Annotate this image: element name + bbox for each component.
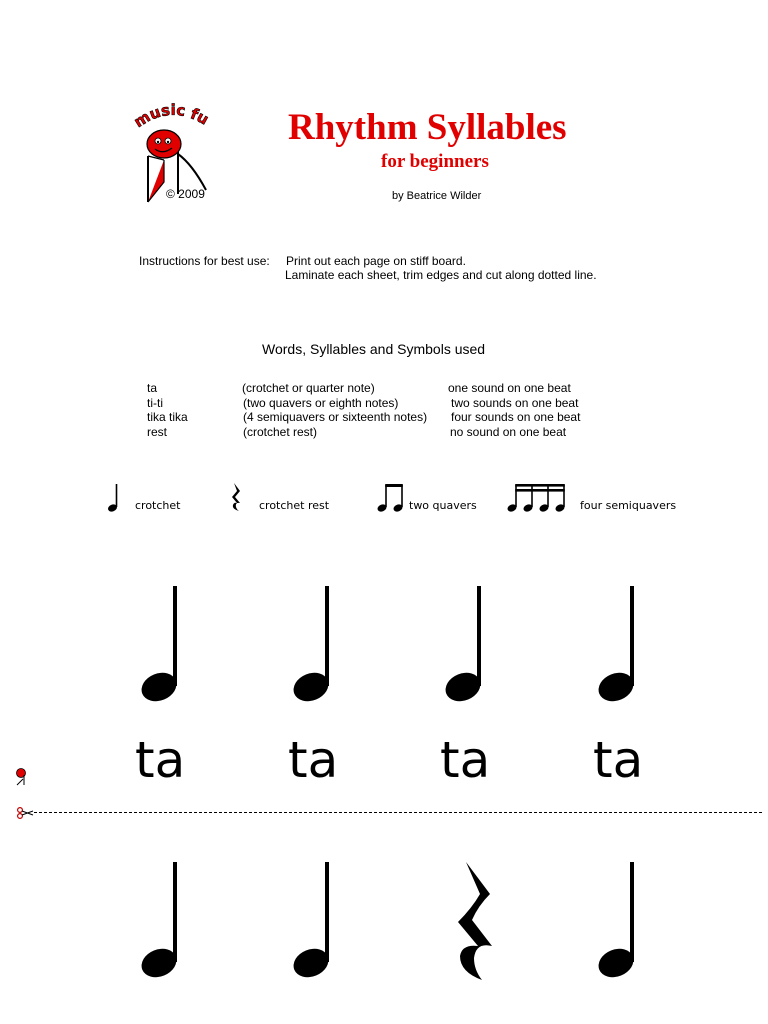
page-subtitle: for beginners	[381, 151, 489, 172]
legend-word: tika tika	[147, 410, 188, 424]
big-crotchet-icon	[290, 860, 334, 987]
big-crotchet-icon	[138, 584, 182, 711]
page-title: Rhythm Syllables	[288, 107, 567, 148]
svg-text:music fun: music fu	[130, 100, 210, 132]
mascot-icon	[14, 767, 30, 792]
big-crotchet-icon	[595, 584, 639, 711]
author: by Beatrice Wilder	[392, 190, 482, 202]
big-crotchet-icon	[138, 860, 182, 987]
symbol-label: four semiquavers	[580, 499, 677, 512]
legend-word: rest	[147, 425, 168, 439]
legend-word: ta	[147, 381, 158, 395]
four-semiquavers-icon	[506, 482, 572, 519]
legend-meaning: four sounds on one beat	[451, 410, 581, 424]
syllable-card: ta	[135, 731, 186, 789]
section-title: Words, Syllables and Symbols used	[262, 341, 486, 357]
legend-word: ti-ti	[147, 396, 163, 410]
instructions-line-2: Laminate each sheet, trim edges and cut along dotted line.	[285, 268, 597, 282]
two-quavers-icon	[376, 482, 406, 519]
legend-desc: (crotchet rest)	[243, 425, 318, 439]
symbol-label: two quavers	[409, 499, 477, 512]
symbol-label: crotchet	[135, 499, 181, 512]
legend-meaning: no sound on one beat	[450, 425, 567, 439]
cut-line	[34, 812, 762, 813]
big-crotchet-icon	[595, 860, 639, 987]
symbol-label: crotchet rest	[259, 499, 330, 512]
big-crotchet-icon	[290, 584, 334, 711]
legend-meaning: one sound on one beat	[448, 381, 571, 395]
legend-meaning: two sounds on one beat	[451, 396, 579, 410]
crotchet-icon	[106, 482, 120, 519]
syllable-card: ta	[440, 731, 491, 789]
instructions-label: Instructions for best use:	[139, 254, 270, 268]
legend-desc: (4 semiquavers or sixteenth notes)	[243, 410, 428, 424]
instructions-line-1: Print out each page on stiff board.	[286, 254, 466, 268]
syllable-card: ta	[593, 731, 644, 789]
scissors-icon	[16, 806, 34, 824]
big-crotchet-icon	[442, 584, 486, 711]
syllable-card: ta	[288, 731, 339, 789]
legend-desc: (crotchet or quarter note)	[242, 381, 375, 395]
logo-copyright: © 2009	[166, 187, 205, 201]
legend-desc: (two quavers or eighth notes)	[243, 396, 399, 410]
crotchet-rest-icon	[230, 481, 244, 518]
big-crotchet-rest-icon	[452, 860, 500, 989]
